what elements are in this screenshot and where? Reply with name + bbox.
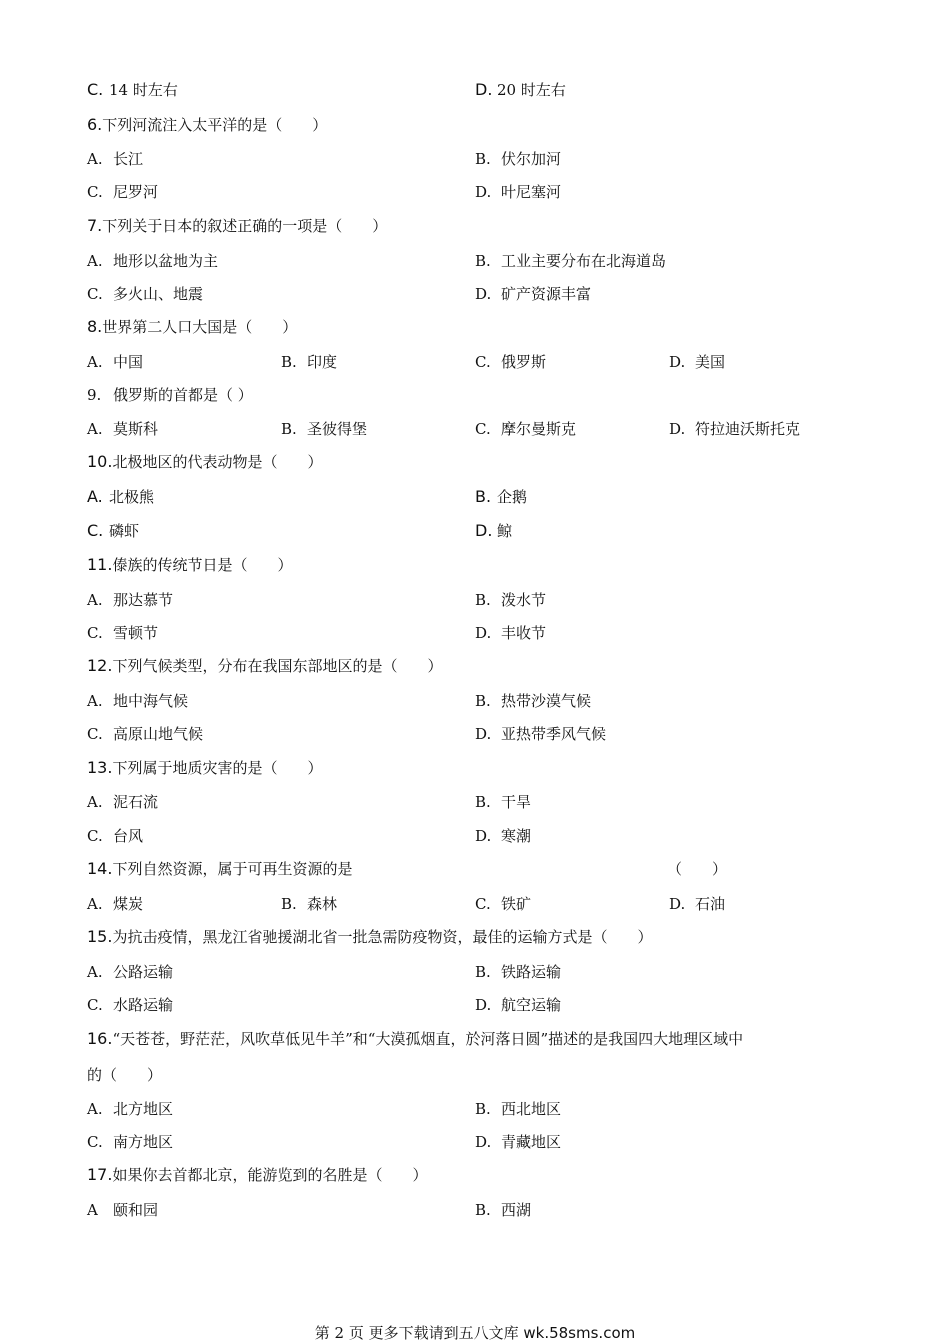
- option-d: D. 青藏地区: [475, 1133, 562, 1151]
- option-b: B. 工业主要分布在北海道岛: [475, 252, 667, 270]
- option-a: A. 地中海气候: [87, 692, 189, 710]
- option-a: A. 北方地区: [87, 1100, 174, 1118]
- option-a: A. 莫斯科: [87, 420, 159, 438]
- option-d: D. 寒潮: [475, 827, 532, 845]
- option-c: C. 南方地区: [87, 1133, 174, 1151]
- question-12-stem: 12.下列气候类型，分布在我国东部地区的是（ ）: [87, 656, 443, 675]
- option-b: B. 泼水节: [475, 591, 547, 609]
- option-c: C. 铁矿: [475, 895, 532, 913]
- answer-paren: （ ）: [667, 860, 728, 878]
- question-13-stem: 13.下列属于地质灾害的是（ ）: [87, 758, 323, 777]
- option-d: D. 亚热带季风气候: [475, 725, 607, 743]
- option-b: B. 印度: [281, 353, 338, 371]
- option-b: B. 企鹅: [475, 487, 528, 506]
- option-c: C. 台风: [87, 827, 144, 845]
- question-11-stem: 11.傣族的传统节日是（ ）: [87, 555, 293, 574]
- option-c: C. 多火山、地震: [87, 285, 204, 303]
- option-d: D. 符拉迪沃斯托克: [669, 420, 801, 438]
- option-b: B. 圣彼得堡: [281, 420, 368, 438]
- option-b: B. 干旱: [475, 793, 532, 811]
- question-9-stem: 9. 俄罗斯的首都是（ ）: [87, 386, 253, 404]
- question-8-stem: 8.世界第二人口大国是（ ）: [87, 317, 298, 336]
- question-15-stem: 15.为抗击疫情，黑龙江省驰援湖北省一批急需防疫物资，最佳的运输方式是（ ）: [87, 927, 653, 946]
- option-b: B. 伏尔加河: [475, 150, 562, 168]
- option-a: A. 中国: [87, 353, 144, 371]
- footer-text: 第 2 页 更多下载请到五八文库: [314, 1324, 524, 1342]
- option-a: A. 地形以盆地为主: [87, 252, 219, 270]
- question-16-stem-line2: 的（ ）: [87, 1066, 163, 1084]
- option-b: B. 热带沙漠气候: [475, 692, 592, 710]
- option-d: D. 20 时左右: [475, 80, 566, 99]
- option-a: A. 泥石流: [87, 793, 159, 811]
- option-a: A. 煤炭: [87, 895, 144, 913]
- footer-site-link[interactable]: wk.58sms.com: [523, 1324, 636, 1342]
- option-a: A. 那达慕节: [87, 591, 174, 609]
- option-d: D. 丰收节: [475, 624, 547, 642]
- option-b: B. 西湖: [475, 1201, 532, 1219]
- option-d: D. 鲸: [475, 521, 513, 540]
- option-c: C. 俄罗斯: [475, 353, 547, 371]
- option-c: C. 雪顿节: [87, 624, 159, 642]
- page-footer: [0, 1322, 950, 1343]
- option-b: B. 铁路运输: [475, 963, 562, 981]
- option-d: D. 美国: [669, 353, 726, 371]
- option-a: A. 公路运输: [87, 963, 174, 981]
- question-16-stem: 16.“天苍苍，野茫茫，风吹草低见牛羊”和“大漠孤烟直，於河落日圆”描述的是我国四大地理区域中: [87, 1029, 744, 1048]
- option-c: C. 尼罗河: [87, 183, 159, 201]
- option-c: C. 磷虾: [87, 521, 140, 540]
- question-17-stem: 17.如果你去首都北京，能游览到的名胜是（ ）: [87, 1165, 428, 1184]
- option-c: C. 14 时左右: [87, 80, 178, 99]
- option-d: D. 石油: [669, 895, 726, 913]
- option-a: A. 长江: [87, 150, 144, 168]
- option-a: A 颐和园: [87, 1201, 159, 1219]
- question-6-stem: 6.下列河流注入太平洋的是（ ）: [87, 115, 328, 134]
- option-d: D. 矿产资源丰富: [475, 285, 592, 303]
- question-10-stem: 10.北极地区的代表动物是（ ）: [87, 452, 323, 471]
- option-d: D. 航空运输: [475, 996, 562, 1014]
- option-b: B. 森林: [281, 895, 338, 913]
- option-d: D. 叶尼塞河: [475, 183, 562, 201]
- option-c: C. 摩尔曼斯克: [475, 420, 577, 438]
- option-b: B. 西北地区: [475, 1100, 562, 1118]
- option-a: A. 北极熊: [87, 487, 155, 506]
- question-14-stem: 14.下列自然资源，属于可再生资源的是 （ ）: [87, 859, 728, 878]
- option-c: C. 水路运输: [87, 996, 174, 1014]
- option-c: C. 高原山地气候: [87, 725, 204, 743]
- question-7-stem: 7.下列关于日本的叙述正确的一项是（ ）: [87, 216, 388, 235]
